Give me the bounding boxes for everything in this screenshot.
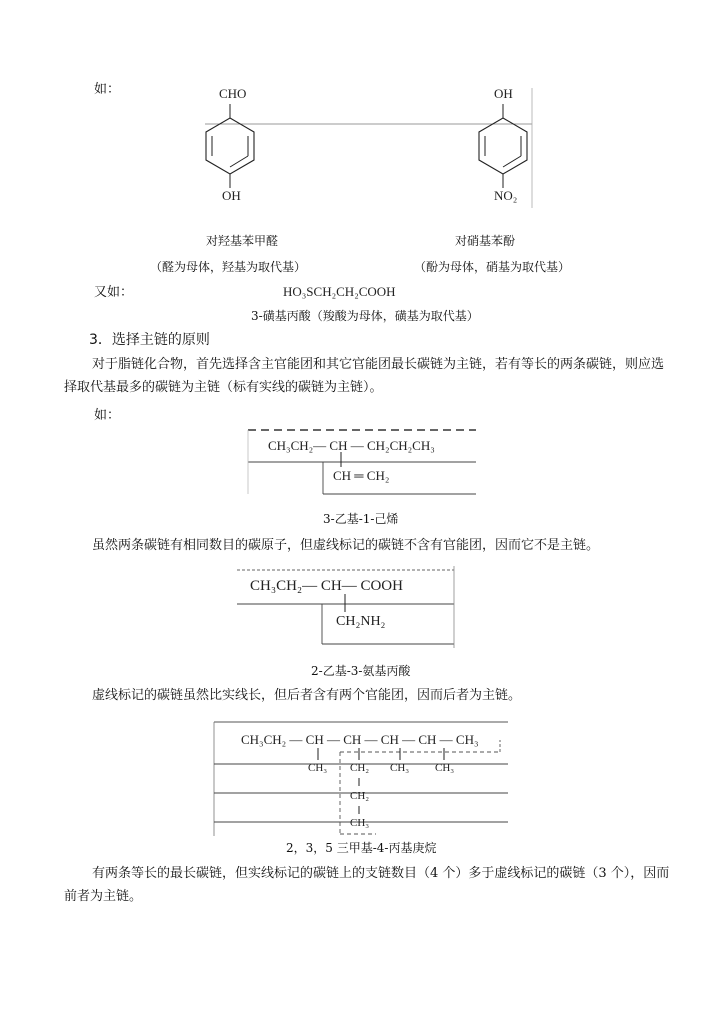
diagram-2-branch: CH₂NH₂ — [336, 614, 386, 629]
paragraph-2: 虽然两条碳链有相同数目的碳原子，但虚线标记的碳链不含有官能团，因而它不是主链。 — [92, 538, 600, 553]
diagram-2-caption: 2-乙基-3-氨基丙酸 — [311, 664, 411, 678]
oh-group-label: OH — [222, 188, 241, 203]
diagram-3-caption: 2，3，5 三甲基-4-丙基庚烷 — [286, 841, 437, 855]
struct1-name: 对羟基苯甲醛 — [206, 234, 279, 248]
diagram-3-main-chain: CH₃CH₂ — CH — CH — CH — CH — CH₃ — [241, 732, 479, 747]
diagram-2-main-chain: CH₃CH₂— CH— COOH — [250, 578, 403, 594]
formula-3: HO₃SCH₂CH₂COOH — [283, 284, 396, 299]
paragraph-3: 虚线标记的碳链虽然比实线长，但后者含有两个官能团，因而后者为主链。 — [92, 688, 522, 703]
oh-group-label-2: OH — [494, 86, 513, 101]
diagram-3-sub-4: CH₃ — [435, 762, 455, 774]
diagram-3-chain-ch3: CH₃ — [350, 817, 370, 829]
diagram-1-caption: 3-乙基-1-己烯 — [323, 512, 399, 526]
section-heading: 3．选择主链的原则 — [89, 332, 210, 348]
diagram-1-main-chain: CH₃CH₂— CH — CH₂CH₂CH₃ — [268, 438, 435, 453]
diagram-3-sub-3: CH₃ — [390, 762, 410, 774]
formula-3-name: 3-磺基丙酸（羧酸为母体，磺基为取代基） — [251, 309, 479, 323]
no2-group-label: NO₂ — [494, 188, 518, 203]
paragraph-1: 对于脂链化合物，首先选择含主官能团和其它官能团最长碳链为主链，若有等长的两条碳链，则应选择取代基最多的碳链为主链（标有实线的碳链为主链）。 — [64, 357, 665, 395]
struct2-name: 对硝基苯酚 — [455, 234, 516, 248]
intro-label: 如： — [94, 82, 121, 97]
also-label: 又如： — [94, 285, 134, 300]
diagram-3-chain-ch2: CH₂ — [350, 790, 370, 802]
paragraph-4: 有两条等长的最长碳链，但实线标记的碳链上的支链数目（4 个）多于虚线标记的碳链（3 个），因而前者为主链。 — [64, 866, 670, 904]
struct1-note: （醛为母体，羟基为取代基） — [150, 260, 307, 274]
cho-group-label: CHO — [219, 86, 247, 101]
diagram-3-sub-1: CH₃ — [308, 762, 328, 774]
diagram-3-sub-2: CH₂ — [350, 762, 370, 774]
example-label: 如： — [94, 408, 121, 423]
diagram-1-branch: CH ═ CH₂ — [333, 468, 390, 483]
struct2-note: （酚为母体，硝基为取代基） — [414, 260, 571, 274]
